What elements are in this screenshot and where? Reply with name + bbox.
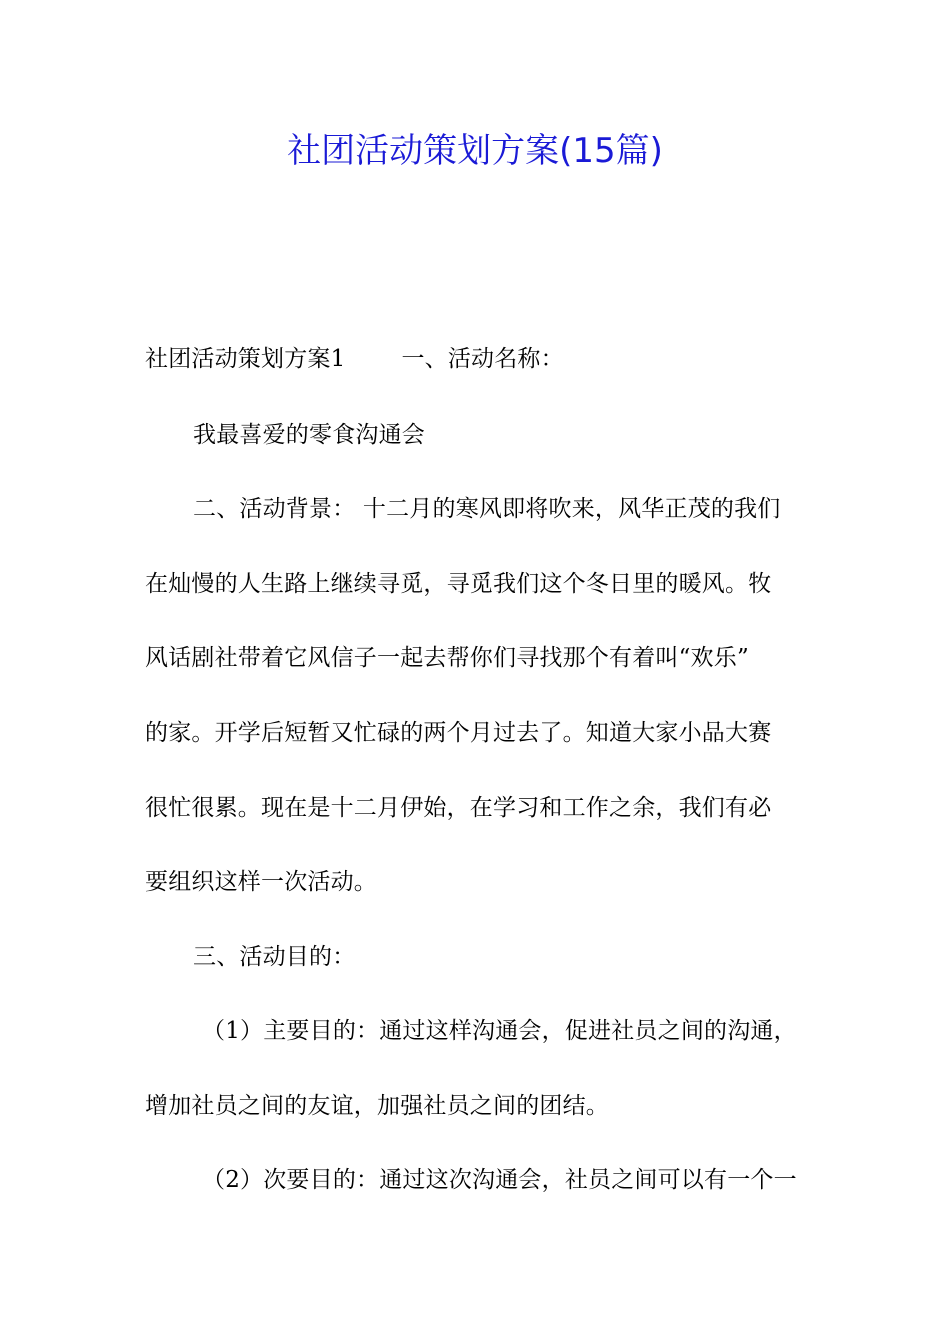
background-line-5: 很忙很累。现在是十二月伊始，在学习和工作之余，我们有必 bbox=[145, 795, 772, 821]
purpose-main-line-2: 增加社员之间的友谊，加强社员之间的团结。 bbox=[145, 1093, 609, 1119]
purpose-main-line-1: （1）主要目的：通过这样沟通会，促进社员之间的沟通， bbox=[202, 1018, 797, 1044]
purpose-secondary-line: （2）次要目的：通过这次沟通会，社员之间可以有一个一 bbox=[202, 1167, 797, 1193]
background-line-3: 风话剧社带着它风信子一起去帮你们寻找那个有着叫“欢乐” bbox=[145, 645, 749, 671]
document-title: 社团活动策划方案(15篇) bbox=[287, 131, 663, 171]
background-line-4: 的家。开学后短暂又忙碌的两个月过去了。知道大家小品大赛 bbox=[145, 720, 772, 746]
background-line-6: 要组织这样一次活动。 bbox=[145, 869, 377, 895]
section-heading: 社团活动策划方案1 bbox=[145, 346, 346, 372]
background-line-1: 二、活动背景： 十二月的寒风即将吹来，风华正茂的我们 bbox=[193, 496, 781, 522]
item1-value: 我最喜爱的零食沟通会 bbox=[193, 422, 425, 448]
item1-heading: 一、活动名称： bbox=[401, 346, 564, 372]
section-heading-line bbox=[145, 342, 825, 376]
item3-heading: 三、活动目的： bbox=[193, 944, 356, 970]
background-line-2: 在灿慢的人生路上继续寻觅，寻觅我们这个冬日里的暖风。牧 bbox=[145, 571, 772, 597]
